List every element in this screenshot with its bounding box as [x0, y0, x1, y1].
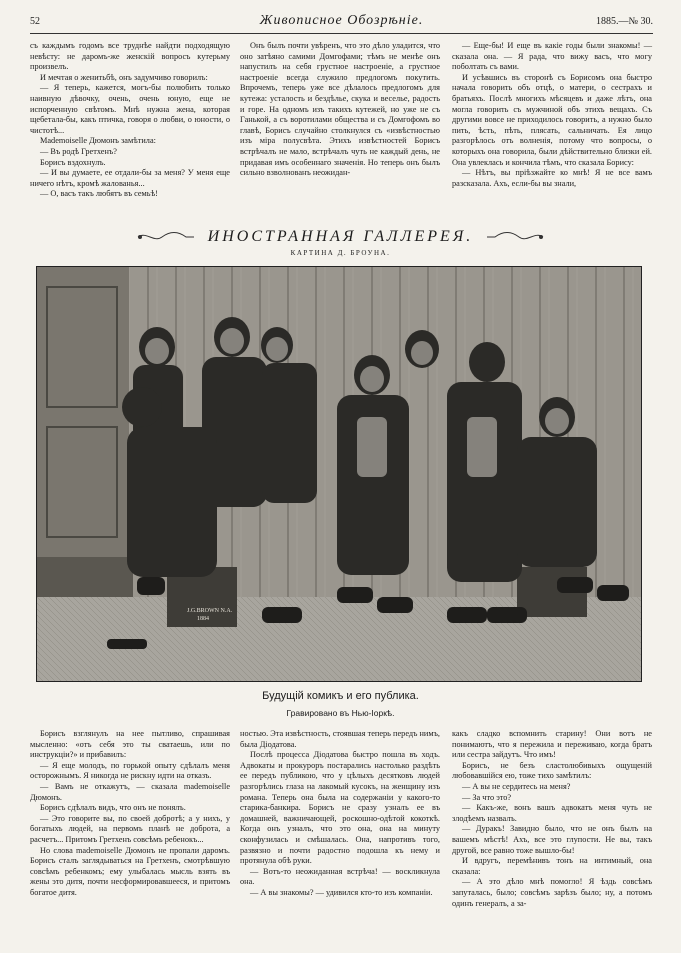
page-header [30, 12, 653, 32]
paragraph: — Какъ-же, вонъ вашъ адвокатъ меня чуть не злодѣемъ назвалъ. [452, 803, 652, 823]
gallery-heading-row [0, 228, 681, 246]
illustration-caption: Будущій комикъ и его публика. [262, 690, 419, 702]
paragraph: Послѣ процесса Діодатова быстро пошла въ ходъ. Адвокаты и прокуроръ постарались настолько раздѣть ее передъ публикою, что у цѣлыхъ десятковъ людей разгорѣлись глаза на лакомый кусокъ, на женщину изъ романа. Теперь она была на содержаніи у какого-то старика-банкира. Борисъ не сразу узналъ ее въ домашней, важничающей, роскошно-одѣтой кокоткѣ. Когда онъ узналъ, что это она, она на минуту сконфузилась и смѣшалась. Она, напротивъ того, развязно и почти радостно подошла къ нему и протянула обѣ руки. [240, 750, 440, 866]
paragraph: И мечтая о женитьбѣ, онъ задумчиво говорилъ: [40, 72, 208, 82]
ornament-left-icon [136, 231, 196, 243]
paragraph: Борисъ взглянулъ на нее пытливо, спрашивая мысленно: «отъ себя это ты сватаешь, или по инструкціи?» и прибавилъ: [30, 729, 230, 760]
paragraph: — Я еще молодъ, по горькой опыту сдѣлалъ меня осторожнымъ. Я никогда не рискну идти на отказъ. [30, 760, 230, 781]
engraving-scene [37, 267, 641, 681]
paragraph: — Въ родѣ Гретхенъ? [40, 146, 117, 156]
paragraph: — А вы знакомы? — удивился кто-то изъ компаніи. [250, 887, 433, 897]
paragraph: — Вамъ не откажутъ, — сказала mademoiselle Дюмонъ. [30, 781, 230, 802]
gallery-subtitle: КАРТИНА Д. БРОУНА. [290, 249, 391, 257]
paragraph: — Это говорите вы, по своей добротѣ; а у нихъ, у богатыхъ людей, на первомъ планѣ не доброта, а расчетъ... Притомъ Гретхенъ совсѣмъ ребенокъ... [30, 813, 230, 844]
artist-date: 1884 [197, 616, 209, 622]
paragraph: — И вы думаете, ее отдали-бы за меня? У меня еще ничего нѣтъ, кромѣ жалованья... [30, 168, 230, 188]
gallery-title: ИНОСТРАННАЯ ГАЛЛЕРЕЯ. [207, 228, 474, 245]
top-column-2 [240, 41, 440, 179]
ornament-right-icon [485, 231, 545, 243]
paragraph: съ каждымъ годомъ все труднѣе найдти подходящую невѣсту: не даромъ-же женскій вопросъ кутерьму произвелъ. [30, 41, 230, 72]
magazine-title: Живописное Обозрѣніе. [259, 13, 424, 28]
paragraph: — За что это? [462, 792, 512, 802]
paragraph: Борисъ, не безъ сластолюбивыхъ ощущеній любовавшійся ею, тоже тихо замѣтилъ: [452, 760, 652, 781]
paragraph: Борисъ сдѣлалъ видъ, что онъ не понялъ. [40, 803, 186, 813]
paragraph: — Я теперь, кажется, могъ-бы полюбить только наивную дѣвочку, очень, очень юную, еще не испорченную свѣтомъ. Мнѣ нужна жена, которая щебетала-бы, какъ птичка, говоря о любви, о юности, о чистотѣ... [30, 83, 230, 135]
paragraph: — А это дѣло мнѣ помогло! Я ѣздь совсѣмъ запуталась, было; совсѣмъ зарѣзъ было; ну, а потомъ одинъ генералъ, а за- [452, 877, 652, 908]
issue-number: 1885.—№ 30. [595, 16, 653, 27]
engraving-illustration [36, 266, 642, 682]
paragraph: И вдругъ, перемѣнивъ тонъ на интимный, она сказала: [452, 856, 652, 876]
page-number: 52 [30, 16, 40, 27]
paragraph: какъ сладко вспомнить старину! Они вотъ не понимаютъ, что я пережила и переживаю, когда братъ или сестра зайдутъ. Что имъ! [452, 729, 652, 760]
bottom-column-3 [452, 729, 652, 909]
header-rule [30, 33, 653, 34]
paragraph: — Вотъ-то неожиданная встрѣча! — воскликнула она. [240, 866, 440, 887]
bottom-column-2 [240, 729, 440, 899]
paragraph: — Еще-бы! И еще въ какіе годы были знакомы! — сказала она. — Я рада, что вижу васъ, что могу поболтать съ вами. [452, 41, 652, 72]
paragraph: — О, васъ такъ любятъ въ семьѣ! [40, 189, 158, 199]
paragraph: — Нѣтъ, вы пріѣзжайте ко мнѣ! Я не все вамъ разсказала. Ахъ, если-бы вы знали, [452, 168, 652, 188]
top-column-1 [30, 41, 230, 200]
paragraph: — Дуракъ! Завидно было, что не онъ былъ на вашемъ мѣстѣ! Ахъ, все это глупости. Не вы, такъ другой, все равно тоже вышло-бы! [452, 824, 652, 855]
paragraph: — А вы не сердитесь на меня? [462, 781, 571, 791]
illustration-engraving-note: Гравировано въ Нью-Іоркѣ. [286, 708, 395, 718]
top-column-3 [452, 41, 652, 189]
paragraph: Онъ былъ почти увѣренъ, что это дѣло уладится, что оно затѣяно самими Домгофами; тѣмъ не менѣе онъ напустилъ на себя грустное настроеніе, а грустное настроеніе всегда служило предлогомъ покутить. Впрочемъ, теперь уже все дѣлалось предлогомъ для кутежа: усталость и бездѣлье, скука и веселье, радость и горе. На одномъ изъ такихъ кутежей, но уже не съ Ганькой, а съ воротилами общества и съ Домгофомъ во главѣ, Борисъ случайно столкнулся съ «извѣстностью изъ міра полусвѣта. Этихъ извѣстностей Борисъ встрѣчалъ не мало, встрѣчалъ чуть не каждый день, не придавая имъ особеннаго значенія. Но теперь онъ былъ сильно взволнованъ неожидан- [240, 41, 440, 178]
bottom-column-1 [30, 729, 230, 899]
artist-signature: J.G.BROWN N.A. [187, 608, 233, 614]
paragraph: И усѣвшись въ сторонѣ съ Борисомъ она быстро начала говорить объ отцѣ, о матери, о сестрахъ и братьяхъ. Послѣ многихъ мѣсяцевъ и даже лѣтъ, она могла говорить съ мужчиной объ этихъ вещахъ. Съ другими вовсе не приходилось говорить, а нужно было пить, ѣсть, пѣть, плясать, сальничать. Ея лицо разгорѣлось отъ волненія, потому что вопросы, о которыхъ она говорила, были дѣйствительно близки ей. Она увлеклась и кончила тѣмъ, что сказала Борису: [452, 72, 652, 167]
paragraph: Борисъ вздохнулъ. [40, 157, 106, 167]
paragraph: Но слова mademoiselle Дюмонъ не пропали даромъ. Борисъ сталъ заглядываться на Гретхенъ, смотрѣвшую совсѣмъ ребенкомъ; ему улыбалась мысль взять въ жены это дитя, почти несформировавшееся, и притомъ богатое дитя. [30, 845, 230, 897]
paragraph: Mademoiselle Дюмонъ замѣтила: [40, 136, 156, 146]
paragraph: ностью. Эта извѣстность, стоявшая теперь передъ нимъ, была Діодатова. [240, 729, 440, 749]
